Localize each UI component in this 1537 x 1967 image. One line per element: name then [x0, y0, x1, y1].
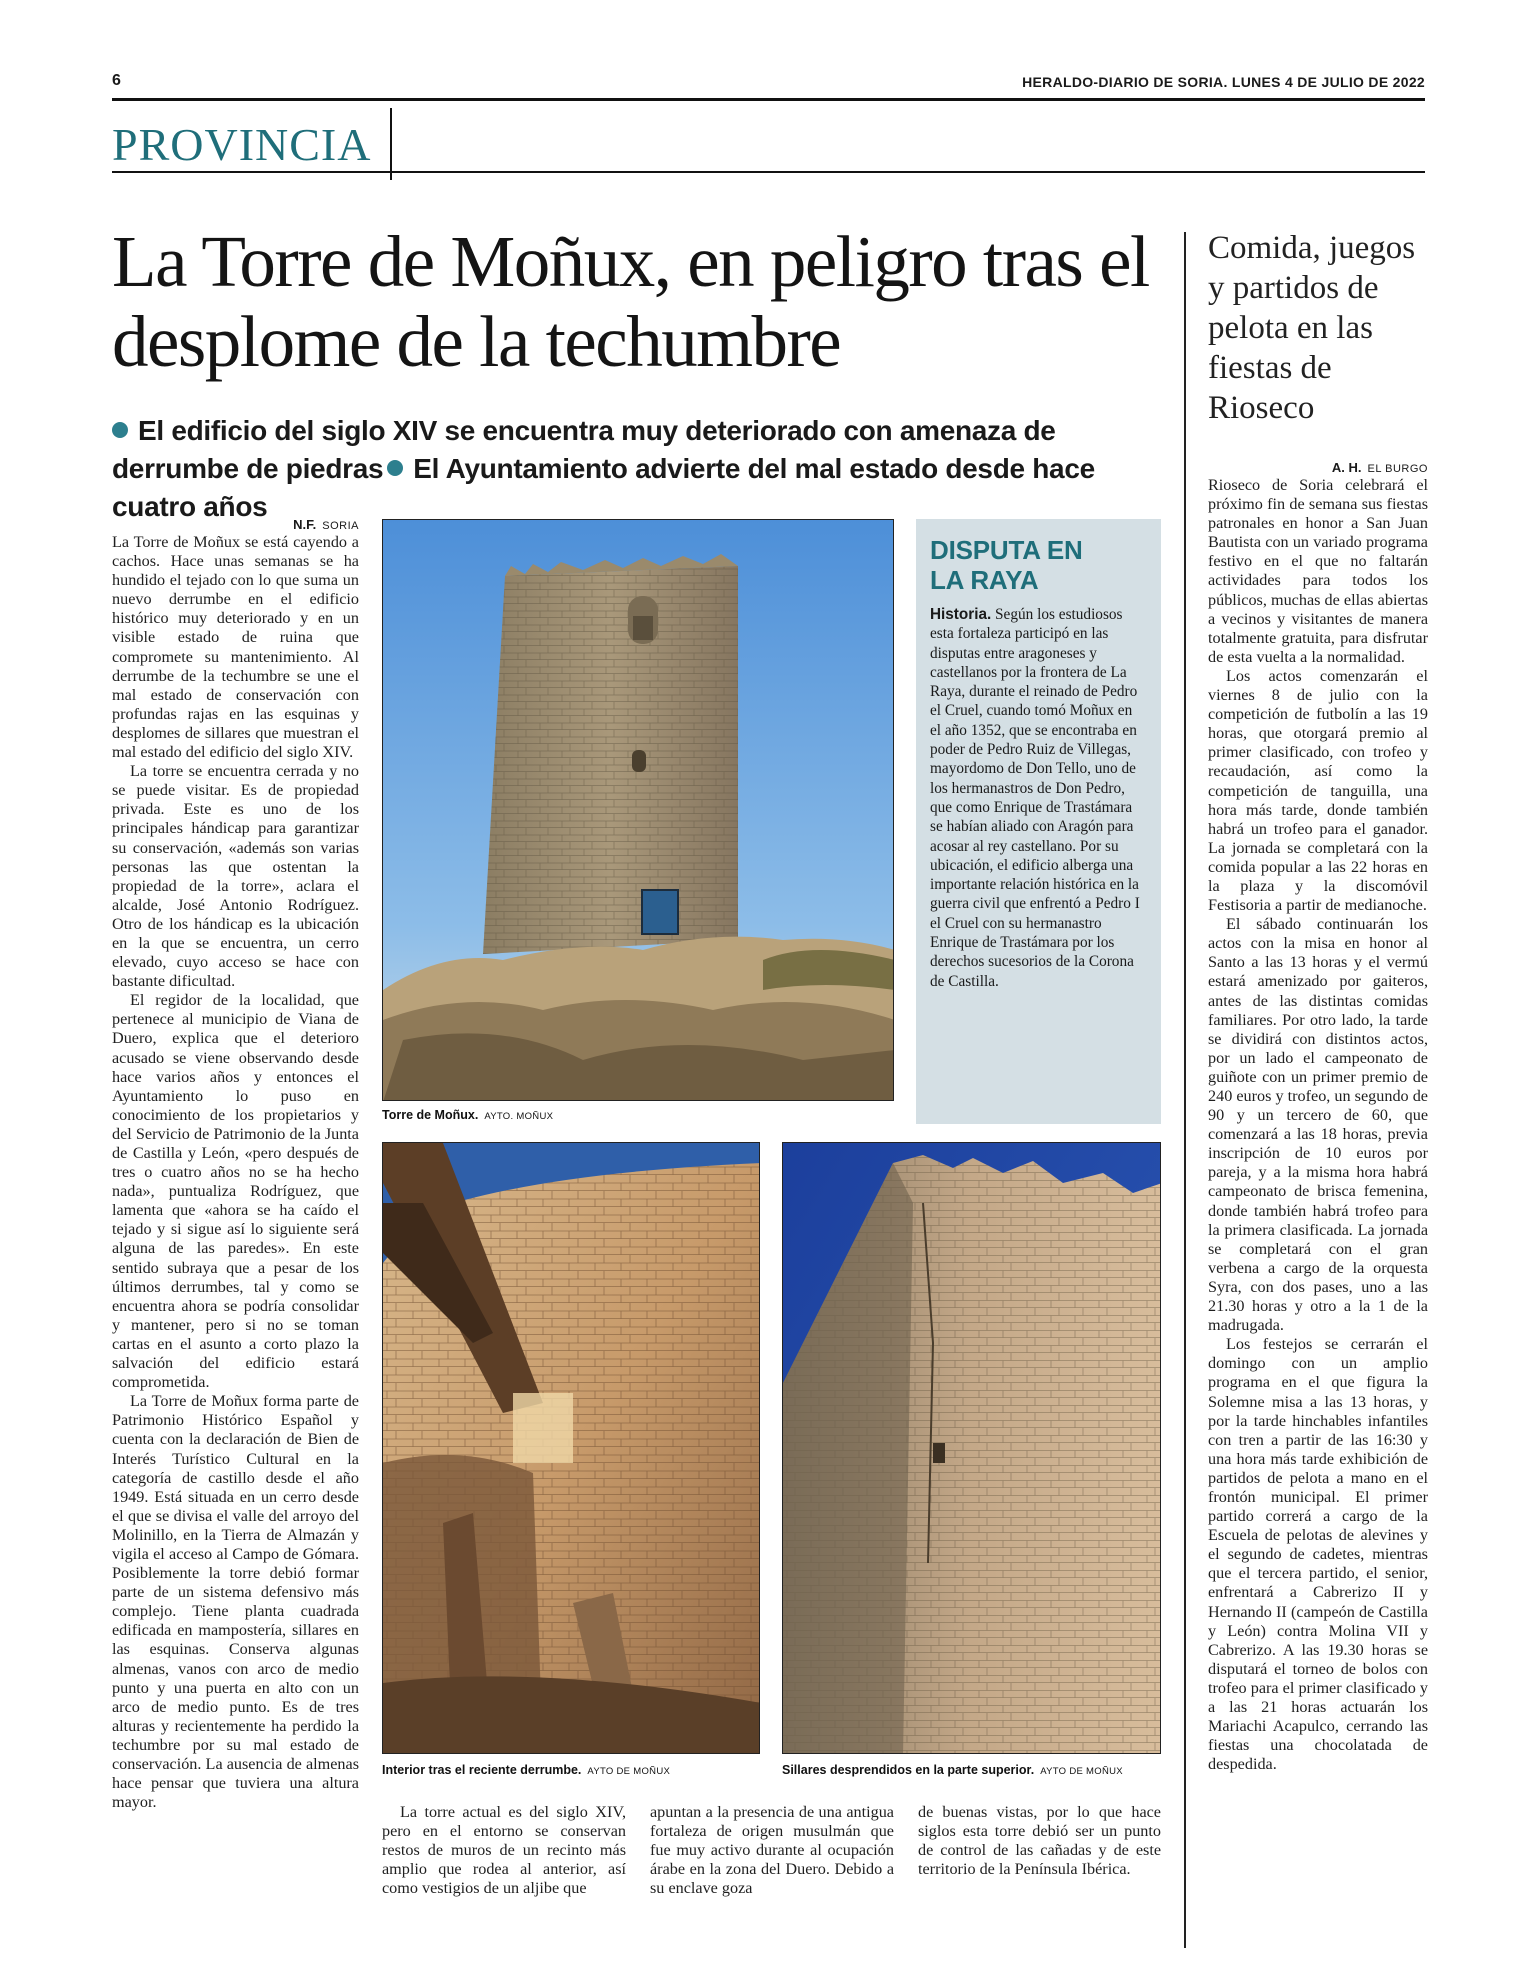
interior-photo [382, 1142, 760, 1754]
sidebar-lead: Historia. [930, 606, 992, 623]
interior-image [383, 1143, 760, 1754]
section-rule [112, 171, 1425, 173]
photo-credit: AYTO DE MOÑUX [1040, 1766, 1123, 1777]
article-column-1 [112, 533, 359, 1928]
paragraph: El sábado continuarán los actos con la misa en honor al Santo a las 13 horas y el vermú estará amenizado por gaiteros, antes de las distintas comidas familiares. Por otro lado, la tarde se dividirá con distintos actos, por un lado el campeonato de guiñote con un primer premio de 240 euros y trofeo, un segundo de 90 y un tercero de 60, que comenzará a las 18 horas, previa inscripción de 10 euros por pareja, y a la misma hora habrá campeonato de brisca femenina, donde también habrá trofeo para la primera clasificada. La jornada se completará con el gran verbena a cargo de la orquesta Syra, con dos pases, uno a las 21.30 horas y otro a la 1 de la madrugada. [1208, 915, 1428, 1335]
caption-text: Torre de Moñux. [382, 1108, 479, 1122]
side-article-byline [1208, 460, 1428, 475]
paragraph: La Torre de Moñux forma parte de Patrimonio Histórico Español y cuenta con la declaración de Bien de Interés Turístico Cultural en la categoría de castillo desde el año 1949. Está situada en un cerro desde el que se divisa el valle del arroyo del Molinillo, en la Tierra de Almazán y vigila el acceso al Campo de Gómara. Posiblemente la torre debió formar parte de un sistema defensivo más complejo. Tiene planta cuadrada edificada en mampostería, sillares en las esquinas. Conserva algunas almenas, vanos con arco de medio punto y una puerta en alto con un arco de medio punto. Es de tres alturas y recientemente ha perdido la techumbre por su mal estado de conservación. La ausencia de almenas hace pensar que tuviera una altura mayor. [112, 1392, 359, 1812]
photo-credit: AYTO DE MOÑUX [587, 1766, 671, 1777]
sidebar-title-line: LA RAYA [930, 565, 1039, 595]
interior-photo-caption [382, 1763, 670, 1777]
paragraph: La torre se encuentra cerrada y no se puede visitar. Es de propiedad privada. Este es uno de los principales hándicap para garantizar su conservación, «además son varias personas las que ostentan la propiedad de la torre», aclara el alcalde, José Antonio Rodríguez. Otro de los hándicap es la ubicación en la que se encuentra, un cerro elevado, cuyo acceso se hace con bastante dificultad. [112, 762, 359, 991]
subheadline [112, 412, 1172, 526]
article-column-2 [382, 1803, 626, 1898]
top-rule [112, 98, 1425, 101]
column-divider [1184, 232, 1186, 1948]
paragraph: Rioseco de Soria celebrará el próximo fin de semana sus fiestas patronales en honor a San Juan Bautista con un variado programa festivo en el que no faltarán actividades para todos los públicos, muchas de ellas abiertas a vecinos y visitantes de manera totalmente gratuita, para disfrutar de esta vuelta a la normalidad. [1208, 476, 1428, 666]
sidebar-body [930, 605, 1147, 991]
bullet-icon [387, 460, 403, 476]
page-number: 6 [112, 72, 121, 89]
paragraph: de buenas vistas, por lo que hace siglos esta torre debió ser un punto de control de las cañadas y de este territorio de la Península Ibérica. [918, 1803, 1161, 1879]
tower-image [383, 520, 894, 1101]
byline [112, 517, 359, 532]
sidebar-text: Según los estudiosos esta fortaleza participó en las disputas entre aragoneses y castellanos por la frontera de La Raya, durante el reinado de Pedro el Cruel, cuando tomó Moñux en el año 1352, que se encontraba en poder de Pedro Ruiz de Villegas, mayordomo de Don Tello, uno de los hermanastros de Don Pedro, que como Enrique de Trastámara se habían aliado con Aragón para acosar al rey castellano. Por su ubicación, el edificio alberga una importante relación histórica en la guerra civil que enfrentó a Pedro I el Cruel con su hermanastro Enrique de Trastámara por los derechos sucesorios de la Corona de Castilla. [930, 606, 1140, 990]
headline: La Torre de Moñux, en peligro tras el desplome de la techumbre [112, 221, 1149, 382]
side-article-headline: Comida, juegos y partidos de pelota en las fiestas de Rioseco [1208, 230, 1416, 426]
tower-photo [382, 519, 894, 1101]
section-divider [390, 108, 392, 180]
byline-location: SORIA [322, 520, 359, 532]
caption-text: Interior tras el reciente derrumbe. [382, 1763, 582, 1777]
publication-dateline: HERALDO-DIARIO DE SORIA. LUNES 4 DE JULIO DE 2022 [1022, 74, 1425, 90]
side-article-body [1208, 476, 1428, 1936]
sidebar-title-line: DISPUTA EN [930, 535, 1083, 565]
caption-text: Sillares desprendidos en la parte superior. [782, 1763, 1035, 1777]
subhead-1: El edificio del siglo XIV se encuentra muy deteriorado con amenaza de derrumbe de piedras [112, 415, 1056, 484]
article-column-3 [650, 1803, 894, 1898]
paragraph: Los festejos se cerrarán el domingo con un amplio programa en el que figura la Solemne misa a las 13 horas, y por la tarde hinchables infantiles con tren a partir de las 16:30 y una hora más tarde exhibición de partidos de pelota a mano en el frontón municipal. El primer partido correrá a cargo de la Escuela de pelotas de alevines y el segundo de cadetes, mientras que el tercera partido, el senior, enfrentará a Cabrerizo II y Hernando II (campeón de Castilla y León) contra Molina VII y Cabrerizo. A las 19.30 horas se disputará el torneo de bolos con trofeo para el primer clasificado y a las 21 horas actuarán los Mariachi Acapulco, cerrando las fiestas una chocolatada de despedida. [1208, 1335, 1428, 1774]
stones-photo-caption [782, 1763, 1123, 1777]
bullet-icon [112, 422, 128, 438]
stones-photo [782, 1142, 1161, 1754]
article-column-4 [918, 1803, 1161, 1879]
main-photo-caption [382, 1108, 553, 1122]
paragraph: La torre actual es del siglo XIV, pero en el entorno se conservan restos de muros de un recinto más amplio que rodea al anterior, así como vestigios de un aljibe que [382, 1803, 626, 1898]
paragraph: La Torre de Moñux se está cayendo a cachos. Hace unas semanas se ha hundido el tejado con lo que suma un nuevo derrumbe en el edificio histórico muy deteriorado y en un visible estado de ruina que compromete su mantenimiento. Al derrumbe de la techumbre se une el mal estado de conservación con profundas rajas en las esquinas y desplomes de sillares que muestran el mal estado del edificio del siglo XIV. [112, 533, 359, 762]
photo-credit: AYTO. MOÑUX [484, 1111, 554, 1122]
sidebar-box [916, 519, 1161, 1124]
paragraph: Los actos comenzarán el viernes 8 de julio con la competición de futbolín a las 19 horas, que otorgará premio al primer clasificado, con trofeo y recaudación, así como la competición de tanguilla, una hora más tarde, donde también habrá un trofeo para el ganador. La jornada se completará con la comida popular a las 22 horas en la plaza y la discomóvil Festisoria a partir de medianoche. [1208, 666, 1428, 915]
stones-image [783, 1143, 1161, 1754]
paragraph: El regidor de la localidad, que pertenece al municipio de Viana de Duero, explica que el deterioro acusado se viene observando desde hace varios años y entonces el Ayuntamiento lo puso en conocimiento de los propietarios y del Servicio de Patrimonio de la Junta de Castilla y León, «pero después de tres o cuatro años no se ha hecho nada», puntualiza Rodríguez, que lamenta que «ahora se ha caído el tejado y si sigue así lo siguiente será alguna de las paredes». En este sentido subraya que a pesar de los últimos derrumbes, tal y como se encuentra ahora se podría consolidar y mantener, pero si no se toman cartas en el asunto a corto plazo la salvación del edificio estará comprometida. [112, 991, 359, 1392]
byline-location: EL BURGO [1367, 463, 1428, 475]
subhead-2: El Ayuntamiento advierte del mal estado desde hace cuatro años [112, 453, 1095, 522]
byline-author: N.F. [293, 517, 317, 532]
paragraph: apuntan a la presencia de una antigua fortaleza de origen musulmán que fue muy activo durante al ocupación árabe en la zona del Duero. Debido a su enclave goza [650, 1803, 894, 1898]
sidebar-title [930, 535, 1147, 595]
byline-author: A. H. [1331, 460, 1362, 475]
section-title: PROVINCIA [112, 119, 372, 170]
